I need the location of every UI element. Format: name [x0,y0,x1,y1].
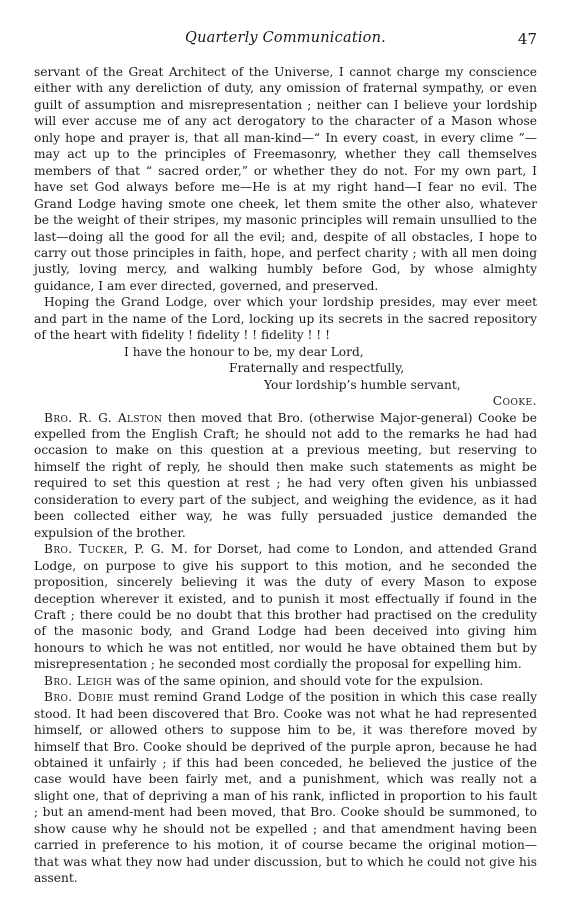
speech-paragraph [34,689,537,886]
page-number: 47 [517,30,537,48]
closing-line: Fraternally and respectfully, [229,361,405,376]
speaker-name: Bro. Leigh [44,673,113,688]
closing-line: Your lordship’s humble servant, [264,377,461,392]
letter-closing [34,344,537,410]
speech-paragraph [34,673,537,689]
speech-paragraph [34,541,537,673]
signature: Cooke. [492,394,537,409]
paragraph: Hoping the Grand Lodge, over which your lordship presides, may ever meet and part in the name of the Lord, locking up its secrets in the sacred repository of the heart with fidelity ! fidelity ! ! fidelity ! ! ! [34,295,537,343]
speech-paragraph [34,410,537,542]
speaker-name: Bro. Tucker, P. G. M. [44,542,188,557]
speech-text: was of the same opinion, and should vote for the expulsion. [112,673,484,688]
paragraph: servant of the Great Architect of the Universe, I cannot charge my conscience either with any dereliction of duty, any omission of fraternal sympathy, or even guilt of assumption and misrepresentation ; neither can I believe your lordship will ever accuse me of any act derogatory to the character of a Mason whose only hope and prayer is, that all man-kind—“ In every coast, in every clime ”—may act up to the principles of Freemasonry, whether they call themselves members of that “ sacred order,” or whether they do not. For my own part, I have set God always before me—He is at my right hand—I fear no evil. The Grand Lodge having smote one cheek, let them smite the other also, whatever be the weight of their stripes, my masonic principles will remain unsullied to the last—doing all the good for all the evil; and, despite of all obstacles, I hope to carry out those principles in faith, hope, and perfect charity ; with all men doing justly, loving mercy, and walking humbly before God, by whose almighty guidance, I am ever directed, governed, and preserved. [34,65,537,293]
speech-text: then moved that Bro. (otherwise Major-general) Cooke be expelled from the English Craft; he should not add to the remarks he had had occasion to make on this question at a previous meeting, but reserving to himself the right of reply, he should then make such statements as might be required to set this question at rest ; he had very often given his unbiassed consideration to every part of the subject, and weighing the evidence, as it had been collected either way, he was fully persuaded justice demanded the expulsion of the brother. [34,410,537,540]
running-header [34,30,537,50]
running-title: Quarterly Communication. [185,30,386,46]
closing-line: I have the honour to be, my dear Lord, [124,344,364,359]
speech-text: must remind Grand Lodge of the position in which this case really stood. It had been discovered that Bro. Cooke was not what he had represented himself, or allowed others to suppose him to be, it was therefore moved by himself that Bro. Cooke should be deprived of the purple apron, because he had obtained it unfairly ; if this had been conceded, he believed the justice of the case would have been fairly met, and a punishment, which was really not a slight one, that of depriving a man of his rank, inflicted in proportion to his fault ; but an amend-ment had been moved, that Bro. Cooke should be summoned, to show cause why he should not be expelled ; and that amendment having been carried in preference to his motion, it of course became the original motion—that was what they now had under discussion, but to which he could not give his assent. [34,690,537,886]
body-text [34,64,537,887]
speech-text: for Dorset, had come to London, and attended Grand Lodge, on purpose to give his support to this motion, and he seconded the proposition, sincerely believing it was the duty of every Mason to expose deception wherever it existed, and to punish it most effectually if found in the Craft ; there could be no doubt that this brother had practised on the credulity of the masonic body, and Grand Lodge had been deceived into giving him honours to which he was not entitled, nor would he have obtained them but by misrepresentation ; he seconded most cordially the proposal for expelling him. [34,542,537,672]
speaker-name: Bro. Dobie [44,690,114,705]
speaker-name: Bro. R. G. Alston [44,410,163,425]
